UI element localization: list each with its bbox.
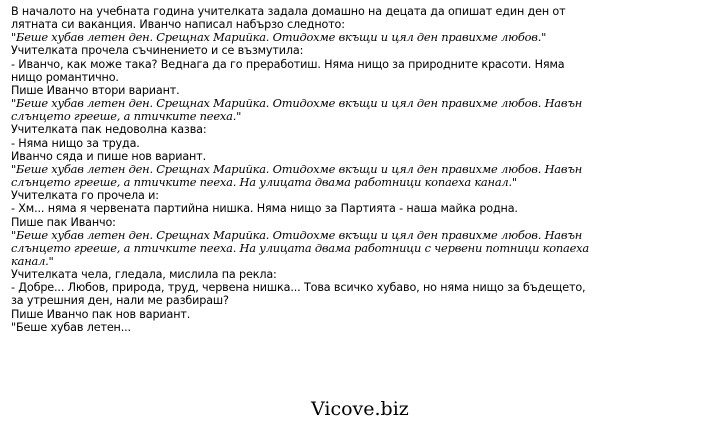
text-line: за утрешния ден, нали ме разбираш?	[11, 294, 229, 308]
text-line: В началото на учебната година учителката задала домашно на децата да опишат един ден от	[11, 5, 566, 18]
text-line: - Няма нищо за труда.	[11, 136, 140, 150]
text-line: - Добре... Любов, природа, труд, червена нишка... Това всичко хубаво, но няма нищо за бъдещето,	[11, 281, 586, 295]
joke-text	[11, 5, 715, 334]
text-line: "Беше хубав летен ден. Срещнах Марийка. Отидохме вкъщи и цял ден правихме любов. Навън	[11, 96, 583, 111]
text-line: "Беше хубав летен ден. Срещнах Марийка. Отидохме вкъщи и цял ден правихме любов."	[11, 30, 547, 45]
text-line: нищо романтично.	[11, 70, 119, 84]
text-line: Пише Иванчо пак нов вариант.	[11, 307, 191, 321]
text-line: Иванчо сяда и пише нов вариант.	[11, 149, 206, 163]
text-line: "Беше хубав летен...	[11, 320, 131, 334]
text-line: - Хм... няма я червената партийна нишка. Няма нищо за Партията - наша майка родна.	[11, 202, 518, 216]
text-line: лятната си ваканция. Иванчо написал набързо следното:	[11, 18, 345, 32]
text-line: слънцето грееше, а птичките пееха. На улицата двама работници с червени потници копаеха	[11, 240, 589, 255]
text-line: "Беше хубав летен ден. Срещнах Марийка. Отидохме вкъщи и цял ден правихме любов. Навън	[11, 227, 583, 242]
text-line: Пише Иванчо втори вариант.	[11, 83, 180, 97]
text-line: Учителката го прочела и:	[11, 189, 159, 203]
site-watermark: Vicove.biz	[311, 398, 409, 420]
text-line: Учителката пак недоволна казва:	[11, 123, 207, 137]
text-line: Пише пак Иванчо:	[11, 215, 116, 229]
text-line: - Иванчо, как може така? Веднага да го преработиш. Няма нищо за природните красоти. Няма	[11, 57, 565, 71]
text-line: канал."	[11, 253, 54, 268]
text-line: слънцето грееше, а птичките пееха. На улицата двама работници копаеха канал."	[11, 175, 517, 190]
text-line: слънцето грееше, а птичките пееха."	[11, 109, 242, 124]
text-line: Учителката прочела съчинението и се възмутила:	[11, 44, 304, 58]
text-line: Учителката чела, гледала, мислила па рекла:	[11, 268, 277, 282]
text-line: "Беше хубав летен ден. Срещнах Марийка. Отидохме вкъщи и цял ден правихме любов. Навън	[11, 161, 583, 176]
